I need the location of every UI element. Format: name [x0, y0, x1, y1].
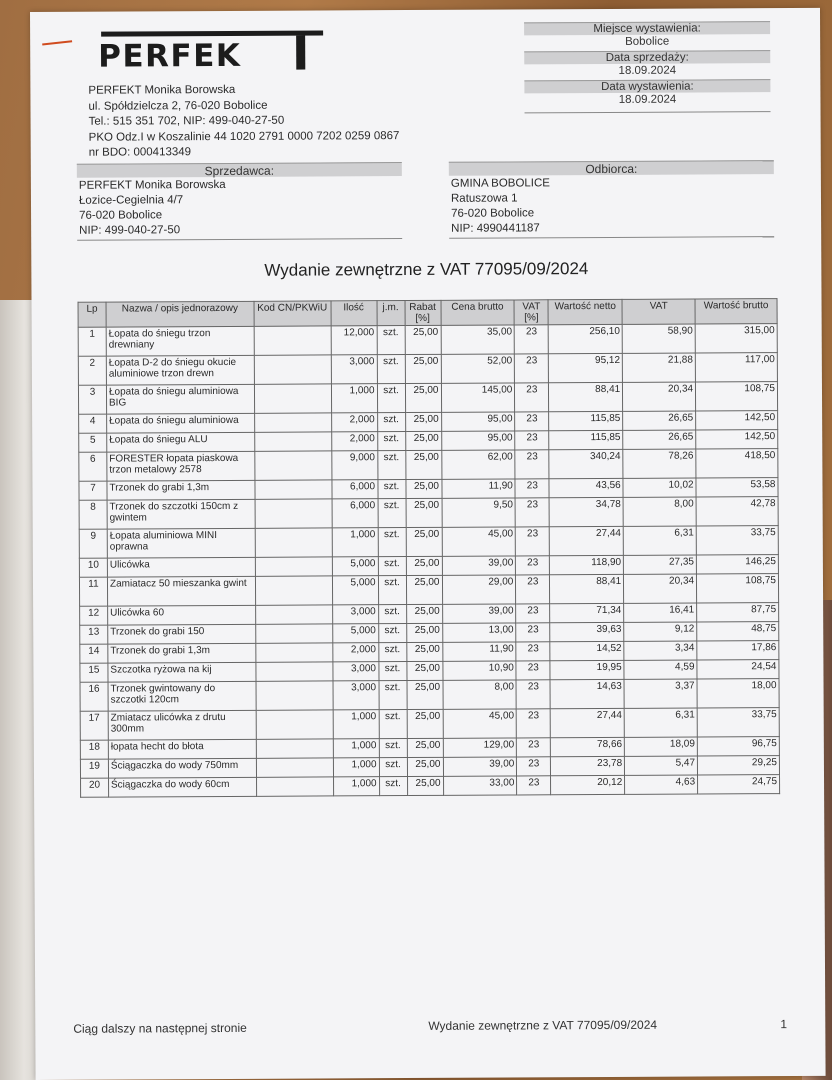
cell-vat-rate: 23 [517, 776, 551, 795]
cell-lp: 5 [79, 433, 107, 452]
cell-gross: 96,75 [697, 737, 779, 756]
cell-vat: 26,65 [623, 430, 696, 449]
cell-lp: 1 [78, 327, 106, 356]
cell-vat-rate: 23 [515, 383, 549, 412]
table-row [79, 574, 778, 607]
cell-unit: szt. [378, 605, 406, 624]
cell-code [255, 605, 332, 624]
cell-vat-rate: 23 [516, 556, 550, 575]
cell-name: Zamiatacz 50 mieszanka gwint [107, 576, 255, 606]
cell-qty: 3,000 [332, 605, 378, 624]
seller-name: PERFEKT Monika Borowska [78, 178, 226, 192]
cell-code [254, 326, 331, 355]
cell-name: Ulicówka [107, 557, 255, 577]
issue-info-box [524, 21, 770, 113]
cell-discount: 25,00 [406, 623, 442, 642]
cell-name: łopata hecht do błota [108, 739, 256, 759]
logo-top-bar [101, 30, 323, 36]
header-discount: Rabat [%] [405, 300, 441, 325]
cell-name: Łopata do śniegu aluminiowa [107, 413, 255, 433]
seller-city: 76-020 Bobolice [79, 209, 163, 222]
cell-name: Łopata do śniegu ALU [107, 432, 255, 452]
buyer-street: Ratuszowa 1 [450, 192, 518, 205]
cell-price: 9,50 [442, 498, 516, 527]
cell-lp: 20 [81, 778, 109, 797]
cell-qty: 2,000 [332, 643, 378, 662]
cell-vat-rate: 23 [515, 412, 549, 431]
cell-lp: 9 [79, 529, 107, 558]
cell-lp: 8 [79, 500, 107, 529]
cell-name: Ściągaczka do wody 60cm [108, 777, 256, 797]
cell-discount: 25,00 [406, 556, 442, 575]
cell-price: 33,00 [443, 776, 517, 795]
cell-name: Trzonek do grabi 1,3m [108, 643, 256, 663]
cell-price: 95,00 [441, 412, 515, 431]
cell-price: 10,90 [442, 661, 516, 680]
cell-lp: 12 [80, 606, 108, 625]
cell-unit: szt. [378, 499, 406, 528]
cell-discount: 25,00 [406, 527, 442, 556]
cell-qty: 1,000 [333, 758, 379, 777]
cell-unit: szt. [378, 643, 406, 662]
company-phone-nip: Tel.: 515 351 702, NIP: 499-040-27-50 [88, 114, 285, 128]
cell-qty: 5,000 [332, 576, 378, 605]
cell-lp: 14 [80, 644, 108, 663]
cell-name: Łopata aluminiowa MINI oprawna [107, 528, 255, 558]
seller-box [77, 162, 402, 241]
cell-price: 39,00 [443, 757, 517, 776]
cell-lp: 4 [79, 414, 107, 433]
header-net: Wartość netto [548, 299, 622, 324]
cell-code [254, 355, 331, 384]
cell-price: 29,00 [442, 575, 516, 604]
cell-net: 20,12 [551, 775, 625, 794]
cell-lp: 19 [80, 759, 108, 778]
cell-net: 71,34 [550, 603, 624, 622]
logo-wordmark: PERFEK [98, 37, 242, 75]
cell-discount: 25,00 [407, 738, 443, 757]
cell-vat: 3,34 [624, 641, 697, 660]
cell-unit: szt. [378, 557, 406, 576]
cell-price: 39,00 [442, 556, 516, 575]
cell-qty: 3,000 [333, 662, 379, 681]
cell-qty: 3,000 [331, 355, 377, 384]
cell-gross: 53,58 [696, 478, 778, 497]
cell-vat-rate: 23 [516, 527, 550, 556]
cell-gross: 42,78 [696, 497, 778, 526]
pen-mark [42, 40, 72, 45]
cell-vat: 4,59 [624, 660, 697, 679]
cell-qty: 1,000 [332, 528, 378, 557]
cell-unit: szt. [377, 432, 405, 451]
cell-discount: 25,00 [405, 412, 441, 431]
cell-unit: szt. [379, 681, 407, 710]
cell-vat: 18,09 [625, 737, 698, 756]
table-row [80, 708, 779, 741]
items-table [78, 298, 781, 798]
cell-gross: 33,75 [697, 708, 779, 737]
cell-net: 14,63 [550, 679, 624, 708]
cell-vat: 20,34 [624, 574, 697, 603]
footer-doc-ref: Wydanie zewnętrzne z VAT 77095/09/2024 [428, 1017, 658, 1033]
cell-qty: 6,000 [332, 480, 378, 499]
cell-discount: 25,00 [405, 450, 441, 479]
cell-discount: 25,00 [406, 498, 442, 527]
header-gross: Wartość brutto [695, 299, 777, 324]
cell-vat: 10,02 [623, 478, 696, 497]
cell-gross: 33,75 [696, 526, 778, 555]
cell-name: Ulicówka 60 [108, 605, 256, 625]
cell-net: 23,78 [551, 756, 625, 775]
issue-date-value: 18.09.2024 [618, 93, 677, 106]
cell-code [256, 710, 333, 739]
cell-discount: 25,00 [405, 383, 441, 412]
document-title: Wydanie zewnętrzne z VAT 77095/09/2024 [264, 259, 589, 280]
cell-lp: 15 [80, 663, 108, 682]
cell-vat: 8,00 [623, 497, 696, 526]
cell-net: 115,85 [549, 430, 623, 449]
cell-lp: 10 [79, 558, 107, 577]
cell-net: 340,24 [549, 449, 623, 478]
cell-net: 34,78 [549, 497, 623, 526]
buyer-nip: NIP: 4990441187 [451, 222, 540, 235]
cell-unit: szt. [377, 355, 405, 384]
cell-name: Łopata do śniegu trzon drewniany [106, 326, 254, 356]
cell-price: 62,00 [441, 450, 515, 479]
cell-gross: 117,00 [695, 353, 777, 382]
cell-name: Trzonek gwintowany do szczotki 120cm [108, 681, 256, 711]
header-code: Kod CN/PKWiU [254, 301, 331, 326]
cell-code [256, 662, 333, 681]
cell-gross: 142,50 [696, 430, 778, 449]
cell-lp: 2 [78, 356, 106, 385]
cell-unit: szt. [378, 624, 406, 643]
cell-price: 129,00 [443, 738, 517, 757]
company-header-info [88, 82, 399, 161]
cell-vat-rate: 23 [516, 661, 550, 680]
cell-price: 95,00 [441, 431, 515, 450]
cell-name: Szczotka ryżowa na kij [108, 662, 256, 682]
seller-label: Sprzedawca: [77, 162, 402, 178]
cell-gross: 108,75 [696, 382, 778, 411]
sale-date-label: Data sprzedaży: [524, 50, 770, 64]
cell-vat-rate: 23 [517, 738, 551, 757]
table-row [79, 526, 778, 559]
cell-gross: 24,54 [697, 660, 779, 679]
cell-code [254, 432, 331, 451]
cell-code [255, 624, 332, 643]
cell-discount: 25,00 [405, 479, 441, 498]
logo-t-stem [296, 36, 305, 70]
cell-unit: szt. [377, 413, 405, 432]
cell-vat: 26,65 [623, 411, 696, 430]
cell-vat-rate: 23 [516, 642, 550, 661]
cell-discount: 25,00 [407, 680, 443, 709]
cell-lp: 18 [80, 740, 108, 759]
perfekt-logo [98, 30, 326, 77]
buyer-name: GMINA BOBOLICE [450, 177, 550, 190]
cell-discount: 25,00 [406, 661, 442, 680]
sale-date-value: 18.09.2024 [618, 64, 677, 77]
cell-vat: 16,41 [624, 603, 697, 622]
cell-name: Zmiatacz ulicówka z drutu 300mm [108, 710, 256, 740]
issue-date-label: Data wystawienia: [524, 79, 770, 93]
cell-net: 27,44 [550, 526, 624, 555]
document-page [30, 8, 826, 1080]
cell-vat-rate: 23 [515, 431, 549, 450]
cell-vat: 4,63 [625, 775, 698, 794]
cell-discount: 25,00 [406, 642, 442, 661]
cell-unit: szt. [379, 710, 407, 739]
cell-gross: 142,50 [696, 411, 778, 430]
cell-qty: 9,000 [331, 451, 377, 480]
header-unit: j.m. [377, 301, 405, 326]
cell-gross: 418,50 [696, 449, 778, 478]
cell-unit: szt. [377, 384, 405, 413]
cell-code [255, 557, 332, 576]
cell-lp: 17 [80, 711, 108, 740]
cell-vat-rate: 23 [515, 498, 549, 527]
cell-lp: 3 [78, 385, 106, 414]
header-lp: Lp [78, 302, 106, 327]
cell-price: 13,00 [442, 623, 516, 642]
cell-unit: szt. [379, 739, 407, 758]
table-row [79, 497, 778, 530]
cell-code [255, 643, 332, 662]
cell-unit: szt. [378, 480, 406, 499]
cell-gross: 18,00 [697, 679, 779, 708]
cell-code [256, 777, 333, 796]
cell-code [256, 739, 333, 758]
company-bank-account: PKO Odz.I w Koszalinie 44 1020 2791 0000 7202 0259 0867 [88, 129, 400, 144]
cell-price: 11,90 [442, 642, 516, 661]
cell-net: 88,41 [549, 382, 623, 411]
cell-net: 88,41 [550, 574, 624, 603]
cell-unit: szt. [379, 758, 407, 777]
cell-price: 8,00 [443, 680, 517, 709]
cell-qty: 6,000 [332, 499, 378, 528]
cell-code [255, 528, 332, 557]
cell-code [255, 576, 332, 605]
cell-net: 115,85 [549, 411, 623, 430]
cell-vat-rate: 23 [515, 325, 549, 354]
cell-unit: szt. [378, 576, 406, 605]
page-number: 1 [780, 1017, 788, 1032]
cell-vat-rate: 23 [515, 354, 549, 383]
table-row [81, 775, 780, 798]
cell-qty: 3,000 [333, 681, 379, 710]
cell-unit: szt. [377, 451, 405, 480]
cell-discount: 25,00 [405, 325, 441, 354]
cell-code [256, 758, 333, 777]
cell-net: 78,66 [551, 737, 625, 756]
buyer-city: 76-020 Bobolice [451, 207, 535, 220]
table-row [80, 679, 779, 712]
header-name: Nazwa / opis jednorazowy [106, 301, 254, 327]
cell-name: Trzonek do grabi 150 [108, 624, 256, 644]
issue-info-bottom-line [525, 111, 771, 113]
cell-unit: szt. [378, 662, 406, 681]
buyer-label: Odbiorca: [449, 160, 774, 176]
seller-street: Łozice-Cegielnia 4/7 [78, 194, 184, 207]
cell-vat-rate: 23 [517, 757, 551, 776]
cell-qty: 1,000 [333, 777, 379, 796]
cell-code [254, 384, 331, 413]
cell-code [256, 681, 333, 710]
cell-qty: 1,000 [333, 739, 379, 758]
buyer-box [449, 160, 774, 239]
cell-code [254, 413, 331, 432]
cell-vat-rate: 23 [515, 450, 549, 479]
cell-qty: 12,000 [331, 326, 377, 355]
cell-vat-rate: 23 [517, 709, 551, 738]
cell-unit: szt. [378, 528, 406, 557]
cell-gross: 17,86 [697, 641, 779, 660]
cell-vat-rate: 23 [515, 479, 549, 498]
cell-price: 45,00 [442, 527, 516, 556]
continued-note: Ciąg dalszy na następnej stronie [73, 1020, 247, 1036]
cell-net: 43,56 [549, 478, 623, 497]
cell-discount: 25,00 [407, 776, 443, 795]
cell-qty: 2,000 [331, 432, 377, 451]
cell-qty: 1,000 [333, 710, 379, 739]
cell-discount: 25,00 [407, 757, 443, 776]
table-row [78, 382, 777, 415]
cell-vat: 3,37 [624, 679, 697, 708]
cell-discount: 25,00 [405, 354, 441, 383]
cell-vat-rate: 23 [516, 604, 550, 623]
cell-vat-rate: 23 [516, 575, 550, 604]
seller-nip: NIP: 499-040-27-50 [79, 224, 181, 237]
header-price: Cena brutto [441, 300, 515, 325]
cell-vat: 6,31 [624, 708, 697, 737]
cell-net: 118,90 [550, 555, 624, 574]
cell-price: 39,00 [442, 604, 516, 623]
place-value: Bobolice [625, 35, 670, 48]
cell-gross: 315,00 [695, 324, 777, 353]
cell-discount: 25,00 [406, 604, 442, 623]
table-header-row [78, 299, 777, 328]
header-vat: VAT [622, 299, 695, 324]
cell-qty: 5,000 [332, 624, 378, 643]
header-vat-rate: VAT [%] [514, 300, 548, 325]
cell-vat: 20,34 [623, 382, 696, 411]
cell-gross: 29,25 [697, 756, 779, 775]
cell-vat-rate: 23 [516, 623, 550, 642]
cell-net: 19,95 [550, 660, 624, 679]
cell-qty: 5,000 [332, 557, 378, 576]
cell-vat-rate: 23 [516, 680, 550, 709]
cell-name: Łopata do śniegu aluminiowa BIG [106, 384, 254, 414]
cell-name: FORESTER łopata piaskowa trzon metalowy 2578 [107, 451, 255, 481]
cell-qty: 1,000 [331, 384, 377, 413]
cell-gross: 87,75 [697, 603, 779, 622]
cell-gross: 48,75 [697, 622, 779, 641]
cell-lp: 7 [79, 481, 107, 500]
cell-price: 52,00 [441, 354, 515, 383]
cell-code [255, 480, 332, 499]
cell-gross: 108,75 [697, 574, 779, 603]
cell-discount: 25,00 [405, 431, 441, 450]
cell-vat: 9,12 [624, 622, 697, 641]
cell-qty: 2,000 [331, 413, 377, 432]
cell-name: Łopata D-2 do śniegu okucie aluminiowe trzon drewn [106, 355, 254, 385]
table-row [78, 324, 777, 357]
cell-code [254, 451, 331, 480]
cell-price: 145,00 [441, 383, 515, 412]
place-label: Miejsce wystawienia: [524, 21, 770, 35]
cell-vat: 27,35 [624, 555, 697, 574]
cell-gross: 146,25 [696, 555, 778, 574]
table-row [79, 449, 778, 482]
cell-lp: 6 [79, 452, 107, 481]
cell-name: Trzonek do grabi 1,3m [107, 480, 255, 500]
company-bdo: nr BDO: 000413349 [88, 146, 192, 159]
cell-net: 14,52 [550, 641, 624, 660]
cell-name: Trzonek do szczotki 150cm z gwintem [107, 499, 255, 529]
cell-price: 11,90 [441, 479, 515, 498]
cell-net: 95,12 [549, 353, 623, 382]
cell-net: 256,10 [548, 324, 622, 353]
header-qty: Ilość [331, 301, 377, 326]
cell-vat: 58,90 [622, 324, 695, 353]
cell-gross: 24,75 [698, 775, 780, 794]
cell-unit: szt. [377, 326, 405, 355]
table-row [78, 353, 777, 386]
company-address: ul. Spółdzielcza 2, 76-020 Bobolice [88, 99, 268, 113]
cell-vat: 21,88 [623, 353, 696, 382]
cell-net: 27,44 [550, 708, 624, 737]
cell-discount: 25,00 [407, 709, 443, 738]
company-name: PERFEKT Monika Borowska [88, 83, 236, 97]
cell-name: Ściągaczka do wody 750mm [108, 758, 256, 778]
cell-code [255, 499, 332, 528]
cell-price: 45,00 [443, 709, 517, 738]
cell-vat: 6,31 [623, 526, 696, 555]
cell-vat: 78,26 [623, 449, 696, 478]
cell-price: 35,00 [441, 325, 515, 354]
cell-net: 39,63 [550, 622, 624, 641]
cell-lp: 11 [79, 577, 107, 606]
cell-unit: szt. [379, 777, 407, 796]
cell-lp: 13 [80, 625, 108, 644]
cell-discount: 25,00 [406, 575, 442, 604]
cell-lp: 16 [80, 682, 108, 711]
cell-vat: 5,47 [625, 756, 698, 775]
